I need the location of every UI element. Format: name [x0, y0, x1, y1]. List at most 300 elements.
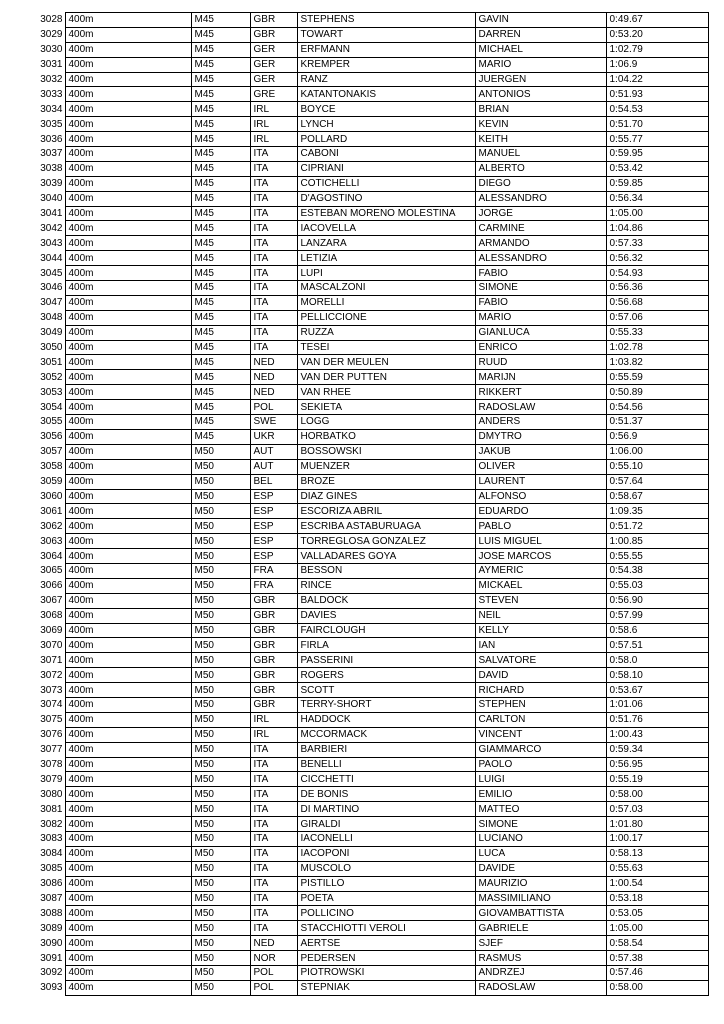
- event-cell: 400m: [65, 861, 191, 876]
- row-number-cell: 3042: [40, 222, 63, 234]
- time-cell: 0:58.00: [606, 980, 708, 995]
- row-number-cell: 3035: [40, 118, 63, 130]
- surname-cell: BESSON: [297, 563, 475, 578]
- event-cell: 400m: [65, 891, 191, 906]
- row-number-cell: 3078: [40, 758, 63, 770]
- row-number-cell: 3064: [40, 550, 63, 562]
- row-number-cell: 3065: [40, 565, 63, 577]
- table-row: [30, 489, 708, 504]
- firstname-cell: PABLO: [475, 519, 606, 534]
- row-number-cell: 3049: [40, 327, 63, 339]
- row-number-cell: 3034: [40, 103, 63, 115]
- category-cell: M50: [191, 712, 250, 727]
- category-cell: M45: [191, 266, 250, 281]
- event-cell: 400m: [65, 519, 191, 534]
- event-cell: 400m: [65, 697, 191, 712]
- country-cell: ITA: [250, 861, 297, 876]
- surname-cell: BALDOCK: [297, 593, 475, 608]
- table-row: [30, 966, 708, 981]
- table-row: [30, 563, 708, 578]
- row-number-cell: 3044: [40, 252, 63, 264]
- event-cell: 400m: [65, 444, 191, 459]
- country-cell: FRA: [250, 563, 297, 578]
- time-cell: 1:02.78: [606, 340, 708, 355]
- firstname-cell: ALBERTO: [475, 161, 606, 176]
- row-number-cell: 3082: [40, 818, 63, 830]
- event-cell: 400m: [65, 13, 191, 28]
- category-cell: M45: [191, 176, 250, 191]
- row-number-cell: 3072: [40, 669, 63, 681]
- country-cell: ITA: [250, 310, 297, 325]
- country-cell: ITA: [250, 817, 297, 832]
- country-cell: ITA: [250, 742, 297, 757]
- event-cell: 400m: [65, 474, 191, 489]
- table-row: [30, 27, 708, 42]
- surname-cell: ESCORIZA ABRIL: [297, 504, 475, 519]
- country-cell: ITA: [250, 876, 297, 891]
- country-cell: ITA: [250, 236, 297, 251]
- event-cell: 400m: [65, 742, 191, 757]
- table-row: [30, 712, 708, 727]
- country-cell: IRL: [250, 102, 297, 117]
- country-cell: ESP: [250, 519, 297, 534]
- firstname-cell: RASMUS: [475, 951, 606, 966]
- category-cell: M50: [191, 921, 250, 936]
- event-cell: 400m: [65, 653, 191, 668]
- row-number-cell: 3081: [40, 803, 63, 815]
- row-number-cell: 3070: [40, 639, 63, 651]
- category-cell: M45: [191, 191, 250, 206]
- table-row: [30, 653, 708, 668]
- firstname-cell: RIKKERT: [475, 385, 606, 400]
- firstname-cell: KELLY: [475, 623, 606, 638]
- row-number-cell: 3067: [40, 595, 63, 607]
- table-row: [30, 176, 708, 191]
- surname-cell: ROGERS: [297, 668, 475, 683]
- event-cell: 400m: [65, 906, 191, 921]
- firstname-cell: ANTONIOS: [475, 87, 606, 102]
- country-cell: SWE: [250, 415, 297, 430]
- table-row: [30, 921, 708, 936]
- surname-cell: STEPHENS: [297, 13, 475, 28]
- table-row: [30, 980, 708, 995]
- table-row: [30, 608, 708, 623]
- surname-cell: PIOTROWSKI: [297, 966, 475, 981]
- firstname-cell: STEVEN: [475, 593, 606, 608]
- surname-cell: RINCE: [297, 578, 475, 593]
- time-cell: 1:05.00: [606, 206, 708, 221]
- event-cell: 400m: [65, 683, 191, 698]
- surname-cell: KREMPER: [297, 57, 475, 72]
- category-cell: M45: [191, 325, 250, 340]
- surname-cell: TORREGLOSA GONZALEZ: [297, 534, 475, 549]
- country-cell: GBR: [250, 668, 297, 683]
- row-number-cell: 3046: [40, 282, 63, 294]
- country-cell: GBR: [250, 697, 297, 712]
- firstname-cell: OLIVER: [475, 459, 606, 474]
- time-cell: 0:57.33: [606, 236, 708, 251]
- time-cell: 1:02.79: [606, 42, 708, 57]
- firstname-cell: ALESSANDRO: [475, 191, 606, 206]
- row-number-cell: 3080: [40, 788, 63, 800]
- time-cell: 0:54.53: [606, 102, 708, 117]
- event-cell: 400m: [65, 623, 191, 638]
- surname-cell: MCCORMACK: [297, 727, 475, 742]
- firstname-cell: EMILIO: [475, 787, 606, 802]
- firstname-cell: RUUD: [475, 355, 606, 370]
- country-cell: IRL: [250, 727, 297, 742]
- category-cell: M50: [191, 444, 250, 459]
- table-row: [30, 87, 708, 102]
- country-cell: ITA: [250, 831, 297, 846]
- row-number-cell: 3047: [40, 297, 63, 309]
- category-cell: M45: [191, 295, 250, 310]
- firstname-cell: FABIO: [475, 266, 606, 281]
- surname-cell: SCOTT: [297, 683, 475, 698]
- category-cell: M45: [191, 117, 250, 132]
- surname-cell: DI MARTINO: [297, 802, 475, 817]
- surname-cell: PASSERINI: [297, 653, 475, 668]
- table-row: [30, 876, 708, 891]
- category-cell: M50: [191, 757, 250, 772]
- time-cell: 1:03.82: [606, 355, 708, 370]
- surname-cell: RANZ: [297, 72, 475, 87]
- event-cell: 400m: [65, 876, 191, 891]
- firstname-cell: NEIL: [475, 608, 606, 623]
- country-cell: ITA: [250, 266, 297, 281]
- time-cell: 0:53.67: [606, 683, 708, 698]
- surname-cell: VAN DER MEULEN: [297, 355, 475, 370]
- firstname-cell: GIAMMARCO: [475, 742, 606, 757]
- event-cell: 400m: [65, 712, 191, 727]
- category-cell: M50: [191, 966, 250, 981]
- row-number-cell: 3063: [40, 535, 63, 547]
- results-table: [30, 12, 709, 996]
- country-cell: NOR: [250, 951, 297, 966]
- event-cell: 400m: [65, 534, 191, 549]
- country-cell: GBR: [250, 27, 297, 42]
- row-number-cell: 3053: [40, 386, 63, 398]
- surname-cell: BARBIERI: [297, 742, 475, 757]
- event-cell: 400m: [65, 980, 191, 995]
- table-row: [30, 400, 708, 415]
- event-cell: 400m: [65, 489, 191, 504]
- time-cell: 0:56.36: [606, 281, 708, 296]
- category-cell: M45: [191, 310, 250, 325]
- firstname-cell: VINCENT: [475, 727, 606, 742]
- event-cell: 400m: [65, 802, 191, 817]
- country-cell: GBR: [250, 683, 297, 698]
- surname-cell: IACONELLI: [297, 831, 475, 846]
- firstname-cell: STEPHEN: [475, 697, 606, 712]
- category-cell: M45: [191, 42, 250, 57]
- category-cell: M50: [191, 668, 250, 683]
- row-number-cell: 3058: [40, 461, 63, 473]
- event-cell: 400m: [65, 578, 191, 593]
- category-cell: M50: [191, 593, 250, 608]
- surname-cell: HADDOCK: [297, 712, 475, 727]
- row-number-cell: 3054: [40, 401, 63, 413]
- table-row: [30, 251, 708, 266]
- surname-cell: LOGG: [297, 415, 475, 430]
- event-cell: 400m: [65, 176, 191, 191]
- event-cell: 400m: [65, 206, 191, 221]
- row-number-cell: 3076: [40, 729, 63, 741]
- country-cell: ITA: [250, 906, 297, 921]
- time-cell: 0:58.13: [606, 846, 708, 861]
- firstname-cell: EDUARDO: [475, 504, 606, 519]
- surname-cell: GIRALDI: [297, 817, 475, 832]
- time-cell: 0:55.19: [606, 772, 708, 787]
- firstname-cell: JAKUB: [475, 444, 606, 459]
- table-row: [30, 266, 708, 281]
- firstname-cell: GIANLUCA: [475, 325, 606, 340]
- row-number-cell: 3059: [40, 476, 63, 488]
- country-cell: ESP: [250, 549, 297, 564]
- category-cell: M50: [191, 638, 250, 653]
- event-cell: 400m: [65, 281, 191, 296]
- event-cell: 400m: [65, 147, 191, 162]
- firstname-cell: KEVIN: [475, 117, 606, 132]
- event-cell: 400m: [65, 757, 191, 772]
- firstname-cell: ANDERS: [475, 415, 606, 430]
- category-cell: M45: [191, 400, 250, 415]
- event-cell: 400m: [65, 102, 191, 117]
- firstname-cell: MATTEO: [475, 802, 606, 817]
- surname-cell: D'AGOSTINO: [297, 191, 475, 206]
- category-cell: M45: [191, 27, 250, 42]
- row-number-cell: 3048: [40, 312, 63, 324]
- event-cell: 400m: [65, 370, 191, 385]
- surname-cell: ERFMANN: [297, 42, 475, 57]
- surname-cell: ESCRIBA ASTABURUAGA: [297, 519, 475, 534]
- surname-cell: SEKIETA: [297, 400, 475, 415]
- country-cell: ESP: [250, 534, 297, 549]
- table-row: [30, 147, 708, 162]
- surname-cell: POLLICINO: [297, 906, 475, 921]
- firstname-cell: GIOVAMBATTISTA: [475, 906, 606, 921]
- row-number-cell: 3092: [40, 967, 63, 979]
- table-row: [30, 42, 708, 57]
- country-cell: ITA: [250, 340, 297, 355]
- firstname-cell: ALFONSO: [475, 489, 606, 504]
- category-cell: M50: [191, 876, 250, 891]
- time-cell: 0:56.32: [606, 251, 708, 266]
- table-row: [30, 772, 708, 787]
- firstname-cell: IAN: [475, 638, 606, 653]
- firstname-cell: AYMERIC: [475, 563, 606, 578]
- firstname-cell: LUIGI: [475, 772, 606, 787]
- row-number-cell: 3060: [40, 490, 63, 502]
- country-cell: NED: [250, 370, 297, 385]
- category-cell: M50: [191, 534, 250, 549]
- time-cell: 0:57.64: [606, 474, 708, 489]
- table-row: [30, 891, 708, 906]
- surname-cell: BENELLI: [297, 757, 475, 772]
- country-cell: NED: [250, 355, 297, 370]
- firstname-cell: DIEGO: [475, 176, 606, 191]
- firstname-cell: ALESSANDRO: [475, 251, 606, 266]
- event-cell: 400m: [65, 608, 191, 623]
- row-number-cell: 3061: [40, 505, 63, 517]
- country-cell: ITA: [250, 787, 297, 802]
- event-cell: 400m: [65, 936, 191, 951]
- table-row: [30, 102, 708, 117]
- category-cell: M50: [191, 802, 250, 817]
- row-number-cell: 3068: [40, 610, 63, 622]
- surname-cell: FIRLA: [297, 638, 475, 653]
- event-cell: 400m: [65, 921, 191, 936]
- row-number-cell: 3032: [40, 74, 63, 85]
- event-cell: 400m: [65, 266, 191, 281]
- table-row: [30, 742, 708, 757]
- time-cell: 0:55.33: [606, 325, 708, 340]
- time-cell: 0:59.34: [606, 742, 708, 757]
- time-cell: 0:51.70: [606, 117, 708, 132]
- time-cell: 0:53.18: [606, 891, 708, 906]
- event-cell: 400m: [65, 787, 191, 802]
- surname-cell: AERTSE: [297, 936, 475, 951]
- country-cell: GBR: [250, 593, 297, 608]
- table-row: [30, 57, 708, 72]
- firstname-cell: MARIO: [475, 310, 606, 325]
- firstname-cell: JORGE: [475, 206, 606, 221]
- country-cell: GER: [250, 57, 297, 72]
- firstname-cell: ENRICO: [475, 340, 606, 355]
- event-cell: 400m: [65, 563, 191, 578]
- country-cell: GRE: [250, 87, 297, 102]
- row-number-cell: 3073: [40, 684, 63, 696]
- category-cell: M45: [191, 87, 250, 102]
- time-cell: 0:56.9: [606, 429, 708, 444]
- time-cell: 1:00.17: [606, 831, 708, 846]
- surname-cell: RUZZA: [297, 325, 475, 340]
- time-cell: 0:56.68: [606, 295, 708, 310]
- category-cell: M50: [191, 683, 250, 698]
- category-cell: M50: [191, 519, 250, 534]
- country-cell: IRL: [250, 712, 297, 727]
- country-cell: NED: [250, 385, 297, 400]
- table-row: [30, 519, 708, 534]
- firstname-cell: LUIS MIGUEL: [475, 534, 606, 549]
- country-cell: ITA: [250, 281, 297, 296]
- category-cell: M45: [191, 370, 250, 385]
- firstname-cell: RADOSLAW: [475, 980, 606, 995]
- category-cell: M50: [191, 608, 250, 623]
- firstname-cell: MASSIMILIANO: [475, 891, 606, 906]
- category-cell: M50: [191, 474, 250, 489]
- firstname-cell: BRIAN: [475, 102, 606, 117]
- table-row: [30, 459, 708, 474]
- row-number-cell: 3057: [40, 446, 63, 458]
- table-row: [30, 727, 708, 742]
- country-cell: AUT: [250, 444, 297, 459]
- country-cell: IRL: [250, 132, 297, 147]
- firstname-cell: MICKAEL: [475, 578, 606, 593]
- table-row: [30, 787, 708, 802]
- category-cell: M50: [191, 623, 250, 638]
- event-cell: 400m: [65, 846, 191, 861]
- country-cell: ITA: [250, 772, 297, 787]
- surname-cell: MUSCOLO: [297, 861, 475, 876]
- firstname-cell: LAURENT: [475, 474, 606, 489]
- time-cell: 1:01.80: [606, 817, 708, 832]
- row-number-cell: 3066: [40, 580, 63, 592]
- category-cell: M50: [191, 504, 250, 519]
- results-table-body: [30, 13, 708, 996]
- time-cell: 0:57.51: [606, 638, 708, 653]
- surname-cell: IACOPONI: [297, 846, 475, 861]
- event-cell: 400m: [65, 549, 191, 564]
- surname-cell: CICCHETTI: [297, 772, 475, 787]
- table-row: [30, 578, 708, 593]
- row-number-cell: 3028: [40, 14, 63, 26]
- row-number-cell: 3036: [40, 133, 63, 145]
- event-cell: 400m: [65, 504, 191, 519]
- time-cell: 0:58.0: [606, 653, 708, 668]
- category-cell: M50: [191, 980, 250, 995]
- time-cell: 0:56.34: [606, 191, 708, 206]
- time-cell: 0:55.63: [606, 861, 708, 876]
- row-number-cell: 3040: [40, 193, 63, 205]
- category-cell: M45: [191, 132, 250, 147]
- firstname-cell: RICHARD: [475, 683, 606, 698]
- country-cell: ESP: [250, 504, 297, 519]
- event-cell: 400m: [65, 429, 191, 444]
- country-cell: BEL: [250, 474, 297, 489]
- table-row: [30, 697, 708, 712]
- event-cell: 400m: [65, 638, 191, 653]
- category-cell: M50: [191, 831, 250, 846]
- firstname-cell: DARREN: [475, 27, 606, 42]
- time-cell: 0:59.85: [606, 176, 708, 191]
- country-cell: POL: [250, 966, 297, 981]
- country-cell: ITA: [250, 846, 297, 861]
- event-cell: 400m: [65, 161, 191, 176]
- event-cell: 400m: [65, 295, 191, 310]
- firstname-cell: KEITH: [475, 132, 606, 147]
- category-cell: M50: [191, 846, 250, 861]
- table-row: [30, 385, 708, 400]
- time-cell: 0:55.10: [606, 459, 708, 474]
- category-cell: M45: [191, 415, 250, 430]
- country-cell: GBR: [250, 638, 297, 653]
- table-row: [30, 846, 708, 861]
- surname-cell: BROZE: [297, 474, 475, 489]
- surname-cell: COTICHELLI: [297, 176, 475, 191]
- row-number-cell: 3091: [40, 952, 63, 964]
- table-row: [30, 534, 708, 549]
- table-row: [30, 236, 708, 251]
- time-cell: 0:59.95: [606, 147, 708, 162]
- country-cell: ITA: [250, 251, 297, 266]
- table-row: [30, 132, 708, 147]
- surname-cell: MORELLI: [297, 295, 475, 310]
- table-row: [30, 623, 708, 638]
- event-cell: 400m: [65, 57, 191, 72]
- event-cell: 400m: [65, 325, 191, 340]
- time-cell: 0:53.20: [606, 27, 708, 42]
- time-cell: 0:56.90: [606, 593, 708, 608]
- time-cell: 0:51.76: [606, 712, 708, 727]
- row-number-cell: 3071: [40, 654, 63, 666]
- category-cell: M45: [191, 147, 250, 162]
- time-cell: 1:06.9: [606, 57, 708, 72]
- surname-cell: DE BONIS: [297, 787, 475, 802]
- country-cell: IRL: [250, 117, 297, 132]
- time-cell: 0:51.72: [606, 519, 708, 534]
- surname-cell: CABONI: [297, 147, 475, 162]
